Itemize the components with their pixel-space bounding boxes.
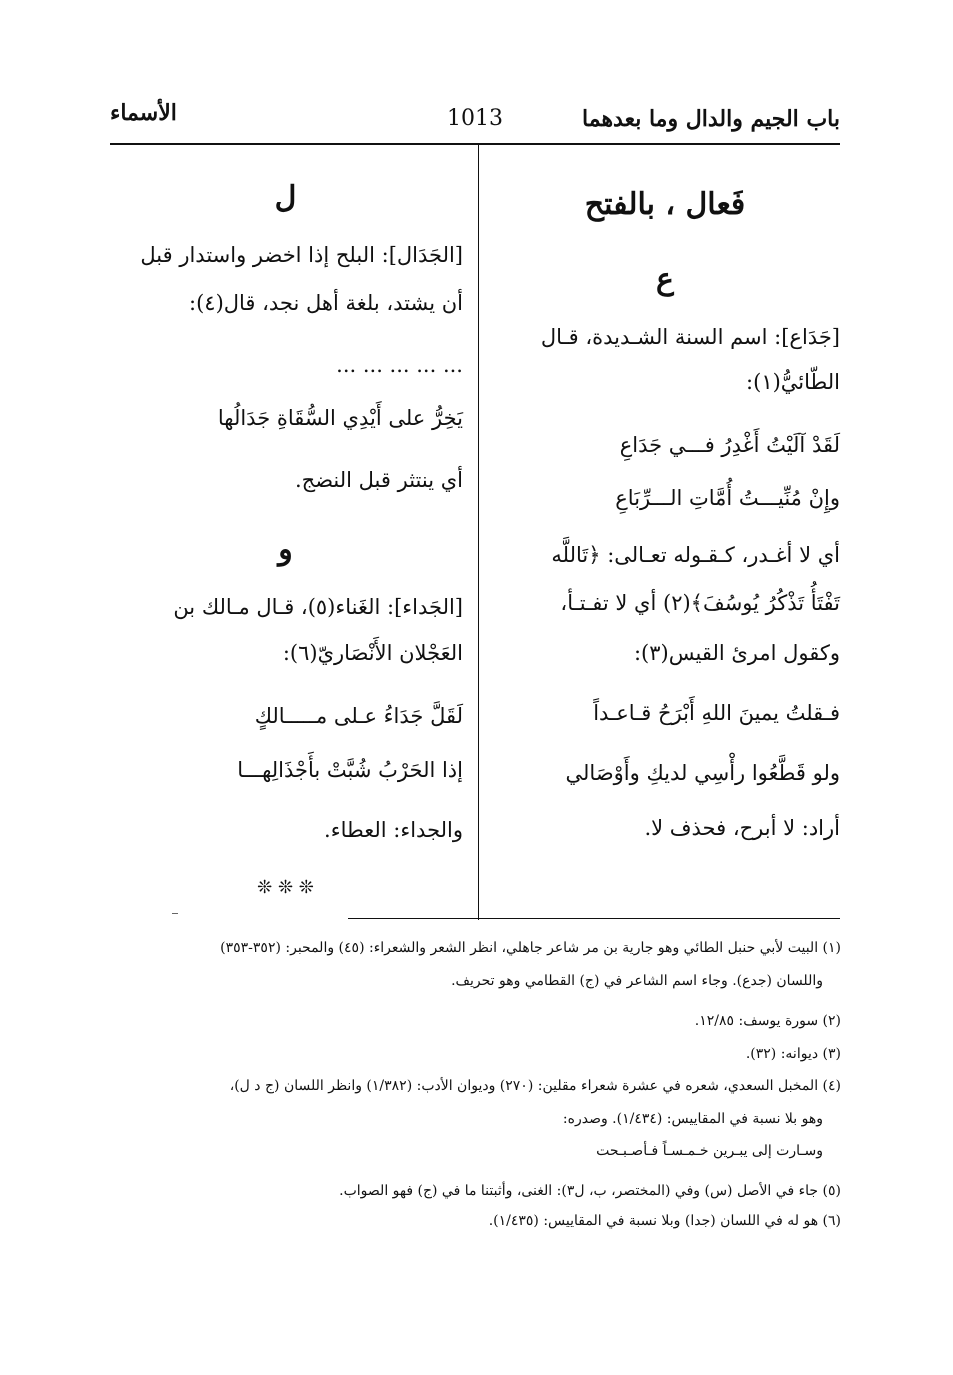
verse-line: لَقَلَّ جَدَاءُ عـلى مـــــالكٍ [254,704,463,728]
entry-line: أي لا أغـدر، كـقـوله تعـالى: ﴿تَاللَّه [551,543,840,567]
page-number: 1013 [447,106,503,131]
entry-line: وكقول امرئ القيس(٣): [633,641,840,665]
right-column [490,145,840,915]
column-divider [478,145,479,920]
footnote-line: (١) البيت لأبي حنبل الطائي وهو جارية بن مر شاعر جاهلي، انظر الشعر والشعراء: (٤٥) والمحبر: (٣٥٢-٣٥٣) [220,940,841,956]
footnote-line: وهو بلا نسبة في المقاييس: (١/٤٣٤). وصدره: [562,1111,823,1127]
verse-line: وإِنْ مُنِّيـــتُ أُمَّاتِ الـــرِّبَاعِ [615,486,840,510]
verse-line: ولو قَطَّعُوا رأْسِي لديكِ وأَوْصَالي [565,761,840,785]
section-heading: فَعال ، بالفتح [584,187,746,222]
verse-line: فـقلتُ يمينَ اللهِ أَبْرَحُ قـاعـداً [593,701,840,725]
section-title: الأسماء [110,100,177,126]
footnote-line: وسـارت إلى يبـرين خـمـسـاً فـأصـبـحت [596,1143,823,1159]
page-header [110,100,840,140]
entry-line: أراد: لا أبرح، فحذف لا. [644,816,840,840]
entry-line: أن يشتد، بلغة أهل نجد، قال(٤): [189,291,463,315]
footnote-line: (٣) ديوانه: (٣٢). [745,1046,841,1062]
verse-line: لَقَدْ آلَيْتُ أَغْدِرُ فـــي جَدَاعِ [619,433,840,457]
letter-heading-ain: ع [656,262,674,297]
footnote-line: (٤) المخبل السعدي، شعره في عشرة شعراء مقلين: (٢٧٠) وديوان الأدب: (١/٣٨٢) وانظر اللسان (ج د ل)، [229,1078,841,1094]
ornament: ❊ ❊ ❊ [257,877,314,898]
print-mark [172,913,178,914]
left-column [108,145,463,915]
footnote-line: (٥) جاء في الأصل (س) وفي (المختصر، ب، ل٣): الغنى، وأثبتنا ما في (ج) فهو الصواب. [339,1183,841,1199]
entry-line: العَجْلان الأَنْصَاريّ(٦): [282,641,463,665]
entry-line: والجداء: العطاء. [324,818,463,842]
entry-line: [جَدَاع]: اسم السنة الشـديدة، قـال [540,325,840,349]
letter-heading-waw: و [278,532,293,567]
verse-line: يَخِرُّ على أَيْدِي السُّقَاةِ جَدَالُها [217,406,463,430]
entry-line: أي ينتثر قبل النضج. [294,468,463,492]
entry-line: تَفْتَأُ تَذْكُرُ يُوسُفَ﴾(٢) أي لا تفـتـأ، [560,591,840,615]
chapter-title: باب الجيم والدال وما بعدهما [582,106,840,132]
entry-line: [الجَداء]: الغَناء(٥)، قـال مـالك بن [173,595,463,619]
entry-line: الطّائيُّ(١): [746,370,840,394]
entry-line: [الجَدَال]: البلح إذا اخضر واستدار قبل [140,243,463,267]
footnote-line: (٦) هو له في اللسان (جدا) وبلا نسبة في المقاييس: (١/٤٣٥). [488,1213,841,1229]
footnote-line: واللسان (جدع). وجاء اسم الشاعر في (ج) القطامي وهو تحريف. [451,973,823,989]
ellipsis-line: ... ... ... ... ... [336,353,463,377]
footnote-rule [348,918,840,919]
letter-heading-lam: ل [274,180,297,215]
footnote-line: (٢) سورة يوسف: ١٢/٨٥. [694,1013,841,1029]
verse-line: إذا الحَرْبُ شُبَّتْ بأَجْذَالِهـــا [237,758,463,782]
